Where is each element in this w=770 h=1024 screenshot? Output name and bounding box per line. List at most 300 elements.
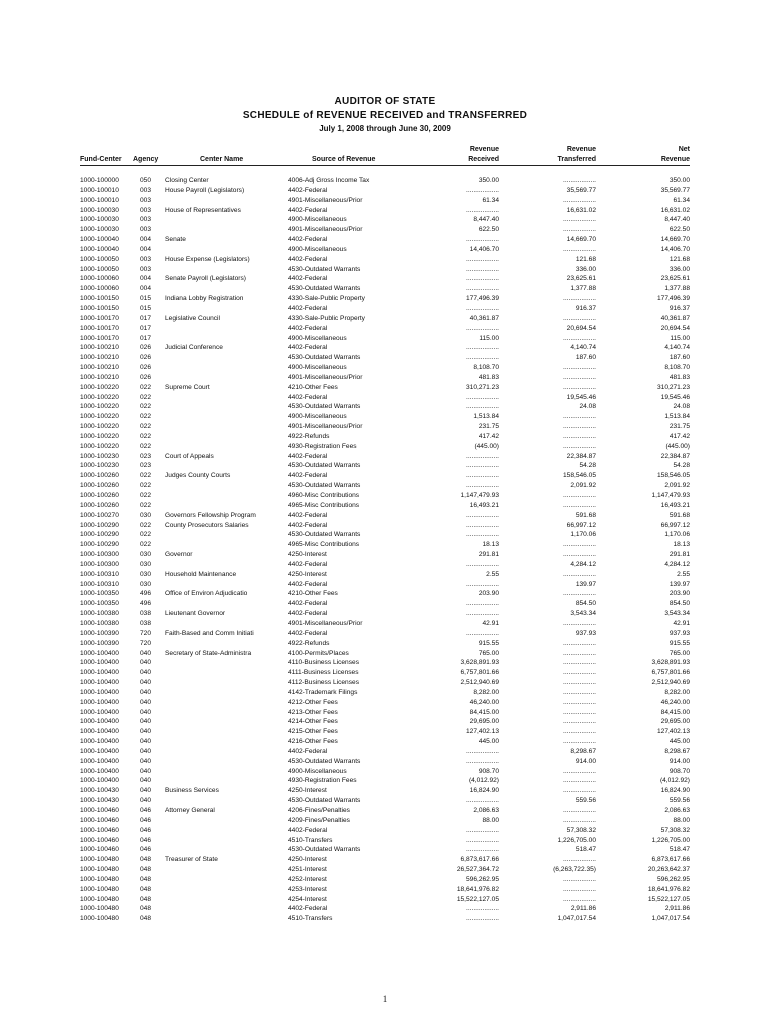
net-cell: 46,240.00 <box>660 698 690 706</box>
source-cell: 4900-Miscellaneous <box>288 413 347 421</box>
source-cell: 4402-Federal <box>288 560 328 568</box>
received-cell: .................. <box>466 285 499 293</box>
net-cell: 765.00 <box>669 649 690 657</box>
fund-center-cell: 1000-100400 <box>80 767 119 775</box>
received-cell: 417.42 <box>478 432 499 440</box>
fund-center-cell: 1000-100400 <box>80 777 119 785</box>
table-row <box>0 304 770 314</box>
agency-cell: 017 <box>140 314 152 322</box>
transferred-cell: 518.47 <box>575 846 596 854</box>
source-cell: 4530-Outdated Warrants <box>288 846 361 854</box>
received-cell: 445.00 <box>478 738 499 746</box>
center-name-cell: Business Services <box>165 787 219 795</box>
fund-center-cell: 1000-100400 <box>80 659 119 667</box>
received-cell: .................. <box>466 354 499 362</box>
table-row <box>0 186 770 196</box>
agency-cell: 022 <box>140 413 152 421</box>
agency-cell: 003 <box>140 196 152 204</box>
source-cell: 4402-Federal <box>288 186 328 194</box>
center-name-cell: Judges County Courts <box>165 472 231 480</box>
center-name-cell: Attorney General <box>165 807 215 814</box>
received-cell: 18.13 <box>482 541 499 549</box>
source-cell: 4216-Other Fees <box>288 738 338 746</box>
agency-cell: 023 <box>140 462 152 470</box>
table-row <box>0 708 770 718</box>
transferred-cell: .................. <box>563 413 596 421</box>
source-cell: 4213-Other Fees <box>288 708 338 716</box>
agency-cell: 026 <box>140 344 152 352</box>
agency-cell: 004 <box>140 275 152 283</box>
table-row <box>0 274 770 284</box>
transferred-cell: 559.56 <box>575 797 596 805</box>
received-cell: 6,757,801.66 <box>460 669 499 677</box>
received-cell: 16,493.21 <box>469 501 499 509</box>
transferred-cell: .................. <box>563 551 596 559</box>
net-cell: 23,625.61 <box>660 275 690 283</box>
fund-center-cell: 1000-100310 <box>80 580 119 588</box>
source-cell: 4510-Transfers <box>288 836 333 844</box>
agency-cell: 003 <box>140 255 152 263</box>
agency-cell: 040 <box>140 747 152 755</box>
transferred-cell: .................. <box>563 875 596 883</box>
fund-center-cell: 1000-100290 <box>80 521 119 529</box>
agency-cell: 048 <box>140 915 152 923</box>
transferred-cell: 158,546.05 <box>562 472 596 480</box>
fund-center-cell: 1000-100400 <box>80 718 119 726</box>
agency-cell: 022 <box>140 541 152 549</box>
net-cell: 596,262.95 <box>656 875 690 883</box>
fund-center-cell: 1000-100380 <box>80 610 119 618</box>
transferred-cell: 916.37 <box>575 304 596 312</box>
received-cell: 481.83 <box>478 373 499 381</box>
fund-center-cell: 1000-100460 <box>80 826 119 834</box>
table-row <box>0 639 770 649</box>
agency-cell: 040 <box>140 669 152 677</box>
received-cell: .................. <box>466 531 499 539</box>
center-name-cell: Senate Payroll (Legislators) <box>165 275 246 283</box>
received-cell: 16,824.90 <box>469 787 499 795</box>
table-row <box>0 806 770 816</box>
fund-center-cell: 1000-100390 <box>80 629 119 637</box>
source-cell: 4402-Federal <box>288 304 328 312</box>
received-cell: 15,522,127.05 <box>456 895 499 903</box>
fund-center-cell: 1000-100460 <box>80 807 119 814</box>
fund-center-cell: 1000-100170 <box>80 314 119 322</box>
net-cell: 8,447.40 <box>664 216 690 224</box>
agency-cell: 038 <box>140 610 152 618</box>
received-cell: 915.55 <box>478 639 499 647</box>
source-cell: 4209-Fines/Penalties <box>288 816 350 824</box>
received-cell: 622.50 <box>478 226 499 234</box>
table-row <box>0 737 770 747</box>
fund-center-cell: 1000-100400 <box>80 738 119 746</box>
net-cell: 2.55 <box>677 570 690 578</box>
net-cell: 158,546.05 <box>656 472 690 480</box>
col-header-fund-center: Fund-Center <box>80 156 122 163</box>
received-cell: .................. <box>466 403 499 411</box>
net-cell: 15,522,127.05 <box>647 895 690 903</box>
net-cell: 29,695.00 <box>660 718 690 726</box>
fund-center-cell: 1000-100350 <box>80 600 119 608</box>
source-cell: 4111-Business Licenses <box>288 669 359 677</box>
transferred-cell: 24.08 <box>579 403 596 411</box>
table-row <box>0 540 770 550</box>
transferred-cell: 139.97 <box>575 580 596 588</box>
received-cell: 1,147,479.93 <box>460 492 499 499</box>
fund-center-cell: 1000-100460 <box>80 846 119 854</box>
fund-center-cell: 1000-100000 <box>80 177 119 184</box>
fund-center-cell: 1000-100270 <box>80 511 119 519</box>
net-cell: 2,911.86 <box>664 905 690 913</box>
transferred-cell: .................. <box>563 295 596 303</box>
received-cell: 596,262.95 <box>465 875 499 883</box>
table-row <box>0 845 770 855</box>
center-name-cell: Closing Center <box>165 177 209 184</box>
fund-center-cell: 1000-100460 <box>80 836 119 844</box>
source-cell: 4530-Outdated Warrants <box>288 265 361 273</box>
source-cell: 4922-Refunds <box>288 639 330 647</box>
source-cell: 4510-Transfers <box>288 915 333 923</box>
source-cell: 4402-Federal <box>288 600 328 608</box>
fund-center-cell: 1000-100430 <box>80 797 119 805</box>
net-cell: 916.37 <box>669 304 690 312</box>
center-name-cell: House Payroll (Legislators) <box>165 186 245 194</box>
transferred-cell: .................. <box>563 619 596 627</box>
source-cell: 4901-Miscellaneous/Prior <box>288 226 363 234</box>
agency-cell: 026 <box>140 373 152 381</box>
received-cell: 291.81 <box>478 551 499 559</box>
agency-cell: 050 <box>140 177 152 184</box>
fund-center-cell: 1000-100480 <box>80 875 119 883</box>
table-row <box>0 914 770 924</box>
agency-cell: 048 <box>140 875 152 883</box>
col-header-net-top: Net <box>678 146 690 153</box>
received-cell: 908.70 <box>478 767 499 775</box>
source-cell: 4965-Misc Contributions <box>288 501 360 509</box>
net-cell: 127,402.13 <box>656 728 690 736</box>
center-name-cell: Supreme Court <box>165 383 210 391</box>
net-cell: (4,012.92) <box>659 777 690 785</box>
table-row <box>0 284 770 294</box>
table-row <box>0 235 770 245</box>
received-cell: 40,361.87 <box>469 314 499 322</box>
agency-cell: 003 <box>140 206 152 214</box>
transferred-cell: .................. <box>563 895 596 903</box>
table-row <box>0 521 770 531</box>
agency-cell: 003 <box>140 265 152 273</box>
fund-center-cell: 1000-100350 <box>80 590 119 598</box>
agency-cell: 017 <box>140 334 152 342</box>
agency-cell: 030 <box>140 551 152 559</box>
fund-center-cell: 1000-100150 <box>80 304 119 312</box>
net-cell: 177,496.39 <box>656 295 690 303</box>
table-row <box>0 580 770 590</box>
fund-center-cell: 1000-100480 <box>80 905 119 913</box>
net-cell: 915.55 <box>669 639 690 647</box>
agency-cell: 022 <box>140 492 152 499</box>
table-row <box>0 353 770 363</box>
net-cell: 8,108.70 <box>664 364 690 372</box>
table-row <box>0 757 770 767</box>
fund-center-cell: 1000-100060 <box>80 285 119 293</box>
table-row <box>0 402 770 412</box>
transferred-cell: 4,140.74 <box>570 344 596 352</box>
source-cell: 4250-Interest <box>288 551 327 559</box>
net-cell: 4,284.12 <box>664 560 690 568</box>
transferred-cell: 3,543.34 <box>570 610 596 618</box>
table-row <box>0 461 770 471</box>
net-cell: 1,513.84 <box>664 413 690 421</box>
agency-cell: 040 <box>140 659 152 667</box>
net-cell: 6,873,617.66 <box>651 856 690 864</box>
agency-cell: 030 <box>140 560 152 568</box>
transferred-cell: .................. <box>563 885 596 893</box>
received-cell: .................. <box>466 344 499 352</box>
fund-center-cell: 1000-100220 <box>80 442 119 450</box>
transferred-cell: .................. <box>563 423 596 431</box>
agency-cell: 496 <box>140 600 152 608</box>
agency-cell: 046 <box>140 807 152 814</box>
net-cell: 35,569.77 <box>660 186 690 194</box>
table-row <box>0 530 770 540</box>
transferred-cell: 1,170.06 <box>570 531 596 539</box>
received-cell: 46,240.00 <box>469 698 499 706</box>
transferred-cell: .................. <box>563 856 596 864</box>
agency-cell: 048 <box>140 895 152 903</box>
agency-cell: 022 <box>140 531 152 539</box>
transferred-cell: 19,545.46 <box>566 393 596 401</box>
agency-cell: 040 <box>140 787 152 795</box>
source-cell: 4252-Interest <box>288 875 327 883</box>
fund-center-cell: 1000-100380 <box>80 619 119 627</box>
net-cell: 518.47 <box>669 846 690 854</box>
source-cell: 4402-Federal <box>288 511 328 519</box>
transferred-cell: 8,298.67 <box>570 747 596 755</box>
center-name-cell: County Prosecutors Salaries <box>165 521 249 529</box>
received-cell: 350.00 <box>478 177 499 184</box>
net-cell: 3,628,891.93 <box>651 659 690 667</box>
net-cell: 481.83 <box>669 373 690 381</box>
table-row <box>0 904 770 914</box>
received-cell: 6,873,617.66 <box>460 856 499 864</box>
col-header-received-top: Revenue <box>469 146 499 153</box>
fund-center-cell: 1000-100400 <box>80 679 119 687</box>
source-cell: 4214-Other Fees <box>288 718 338 726</box>
table-row <box>0 727 770 737</box>
center-name-cell: House Expense (Legislators) <box>165 255 250 263</box>
center-name-cell: Indiana Lobby Registration <box>165 295 244 303</box>
source-cell: 4530-Outdated Warrants <box>288 462 361 470</box>
transferred-cell: .................. <box>563 708 596 716</box>
table-row <box>0 649 770 659</box>
table-row <box>0 432 770 442</box>
source-cell: 4253-Interest <box>288 885 327 893</box>
fund-center-cell: 1000-100400 <box>80 747 119 755</box>
fund-center-cell: 1000-100260 <box>80 472 119 480</box>
agency-cell: 022 <box>140 442 152 450</box>
transferred-cell: 591.68 <box>575 511 596 519</box>
net-cell: 3,543.34 <box>664 610 690 618</box>
transferred-cell: 35,569.77 <box>566 186 596 194</box>
transferred-cell: .................. <box>563 245 596 253</box>
table-row <box>0 265 770 275</box>
table-row <box>0 393 770 403</box>
fund-center-cell: 1000-100400 <box>80 688 119 696</box>
net-cell: 6,757,801.66 <box>651 669 690 677</box>
net-cell: 908.70 <box>669 767 690 775</box>
net-cell: 22,384.87 <box>660 452 690 460</box>
agency-cell: 026 <box>140 354 152 362</box>
agency-cell: 040 <box>140 767 152 775</box>
table-row <box>0 422 770 432</box>
received-cell: 29,695.00 <box>469 718 499 726</box>
transferred-cell: .................. <box>563 196 596 204</box>
transferred-cell: .................. <box>563 738 596 746</box>
fund-center-cell: 1000-100170 <box>80 334 119 342</box>
transferred-cell: .................. <box>563 216 596 224</box>
source-cell: 4006-Adj Gross Income Tax <box>288 177 370 184</box>
transferred-cell: .................. <box>563 679 596 687</box>
received-cell: 3,628,891.93 <box>460 659 499 667</box>
agency-cell: 040 <box>140 649 152 657</box>
table-row <box>0 294 770 304</box>
table-row <box>0 373 770 383</box>
transferred-cell: .................. <box>563 698 596 706</box>
source-cell: 4930-Registration Fees <box>288 442 357 450</box>
received-cell: .................. <box>466 846 499 854</box>
agency-cell: 040 <box>140 777 152 785</box>
agency-cell: 004 <box>140 236 152 244</box>
fund-center-cell: 1000-100220 <box>80 393 119 401</box>
net-cell: 24.08 <box>673 403 690 411</box>
fund-center-cell: 1000-100480 <box>80 915 119 923</box>
received-cell: .................. <box>466 186 499 194</box>
source-cell: 4402-Federal <box>288 255 328 263</box>
net-cell: 4,140.74 <box>664 344 690 352</box>
source-cell: 4900-Miscellaneous <box>288 767 347 775</box>
table-row <box>0 412 770 422</box>
received-cell: .................. <box>466 560 499 568</box>
net-cell: 1,147,479.93 <box>651 492 690 499</box>
net-cell: 14,406.70 <box>660 245 690 253</box>
transferred-cell: .................. <box>563 787 596 795</box>
fund-center-cell: 1000-100050 <box>80 255 119 263</box>
table-row <box>0 196 770 206</box>
col-header-net <box>661 145 690 165</box>
fund-center-cell: 1000-100400 <box>80 708 119 716</box>
source-cell: 4250-Interest <box>288 570 327 578</box>
source-cell: 4530-Outdated Warrants <box>288 797 361 805</box>
fund-center-cell: 1000-100210 <box>80 364 119 372</box>
source-cell: 4922-Refunds <box>288 432 330 440</box>
col-header-received-bottom: Received <box>468 156 499 163</box>
received-cell: 2,512,940.69 <box>460 679 499 687</box>
agency-cell: 038 <box>140 619 152 627</box>
source-cell: 4900-Miscellaneous <box>288 245 347 253</box>
transferred-cell: 54.28 <box>579 462 596 470</box>
source-cell: 4965-Misc Contributions <box>288 541 360 549</box>
source-cell: 4402-Federal <box>288 905 328 913</box>
center-name-cell: Secretary of State-Administra <box>165 649 252 657</box>
received-cell: 765.00 <box>478 649 499 657</box>
report-title: AUDITOR OF STATE <box>334 96 436 107</box>
transferred-cell: .................. <box>563 383 596 391</box>
fund-center-cell: 1000-100290 <box>80 531 119 539</box>
center-name-cell: Faith-Based and Comm Initiati <box>165 629 254 637</box>
table-row <box>0 895 770 905</box>
net-cell: 187.60 <box>669 354 690 362</box>
fund-center-cell: 1000-100040 <box>80 245 119 253</box>
fund-center-cell: 1000-100230 <box>80 452 119 460</box>
received-cell: .................. <box>466 255 499 263</box>
fund-center-cell: 1000-100010 <box>80 186 119 194</box>
net-cell: 40,361.87 <box>660 314 690 322</box>
transferred-cell: .................. <box>563 492 596 499</box>
table-row <box>0 491 770 501</box>
fund-center-cell: 1000-100480 <box>80 856 119 864</box>
table-row <box>0 629 770 639</box>
transferred-cell: .................. <box>563 816 596 824</box>
table-row <box>0 511 770 521</box>
table-row <box>0 609 770 619</box>
source-cell: 4330-Sale-Public Property <box>288 295 365 303</box>
table-row <box>0 668 770 678</box>
received-cell: 26,527,364.72 <box>456 866 499 874</box>
transferred-cell: .................. <box>563 688 596 696</box>
agency-cell: 004 <box>140 285 152 293</box>
fund-center-cell: 1000-100220 <box>80 403 119 411</box>
received-cell: 115.00 <box>479 334 499 342</box>
source-cell: 4110-Business Licenses <box>288 659 359 667</box>
source-cell: 4112-Business Licenses <box>288 679 359 687</box>
net-cell: 937.93 <box>669 629 690 637</box>
table-row <box>0 255 770 265</box>
source-cell: 4402-Federal <box>288 452 328 460</box>
agency-cell: 030 <box>140 511 152 519</box>
report-period: July 1, 2008 through June 30, 2009 <box>319 124 451 133</box>
source-cell: 4250-Interest <box>288 856 327 864</box>
received-cell: .................. <box>466 600 499 608</box>
received-cell: 88.00 <box>482 816 499 824</box>
received-cell: .................. <box>466 915 499 923</box>
source-cell: 4212-Other Fees <box>288 698 338 706</box>
received-cell: 8,447.40 <box>473 216 499 224</box>
source-cell: 4402-Federal <box>288 747 328 755</box>
received-cell: .................. <box>466 757 499 765</box>
transferred-cell: 187.60 <box>575 354 596 362</box>
col-header-agency: Agency <box>133 156 159 163</box>
transferred-cell: 16,631.02 <box>566 206 596 214</box>
received-cell: 2.55 <box>486 570 499 578</box>
agency-cell: 022 <box>140 383 152 391</box>
fund-center-cell: 1000-100260 <box>80 482 119 490</box>
received-cell: .................. <box>466 629 499 637</box>
fund-center-cell: 1000-100050 <box>80 265 119 273</box>
fund-center-cell: 1000-100210 <box>80 373 119 381</box>
agency-cell: 046 <box>140 836 152 844</box>
agency-cell: 003 <box>140 186 152 194</box>
agency-cell: 048 <box>140 866 152 874</box>
center-name-cell: Legislative Council <box>165 314 220 322</box>
transferred-cell: .................. <box>563 226 596 234</box>
agency-cell: 040 <box>140 679 152 687</box>
col-header-net-bottom: Revenue <box>660 156 690 163</box>
net-cell: 336.00 <box>669 265 690 273</box>
transferred-cell: 121.68 <box>575 255 596 263</box>
received-cell: .................. <box>466 393 499 401</box>
header-rule <box>80 165 690 166</box>
transferred-cell: 914.00 <box>575 757 596 765</box>
